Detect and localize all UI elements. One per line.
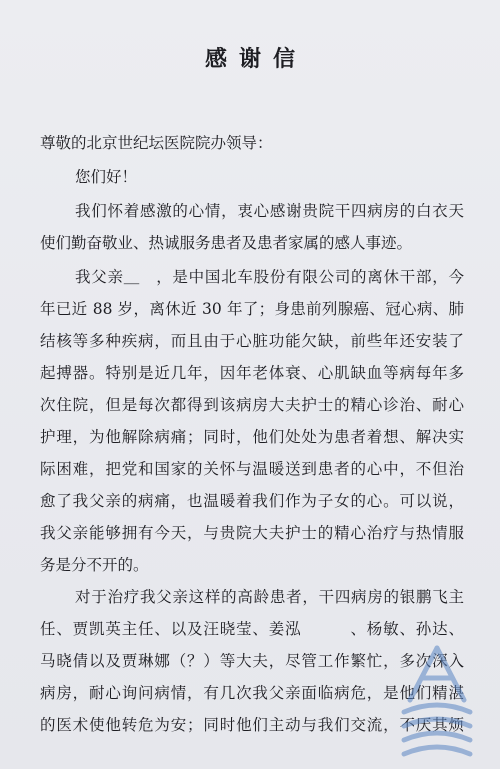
paragraph-3-line-4: 病房，耐心询问病情，有几次我父亲面临病危，是他们精湛 [40, 684, 464, 702]
paragraph-2-line-1: 我父亲＿ ，是中国北车股份有限公司的离休干部，今 [75, 268, 464, 286]
paragraph-2-line-10: 务是分不开的。 [40, 556, 149, 574]
paragraph-2-line-7: 际困难，把党和国家的关怀与温暖送到患者的心中，不但治 [40, 460, 464, 478]
hospital-logo-watermark-icon [392, 640, 482, 760]
paragraph-1-line-1: 我们怀着感激的心情，衷心感谢贵院干四病房的白衣天 [75, 202, 464, 220]
paragraph-1-line-2: 使们勤奋敬业、热诚服务患者及患者家属的感人事迹。 [40, 234, 413, 252]
paragraph-2-line-8: 愈了我父亲的病痛，也温暖着我们作为子女的心。可以说， [40, 492, 464, 510]
paragraph-3-line-5: 的医术使他转危为安；同时他们主动与我们交流，不厌其烦 [40, 716, 464, 734]
paragraph-2-line-4: 起搏器。特别是近几年，因年老体衰、心肌缺血等病每年多 [40, 364, 464, 382]
paragraph-3-line-2: 任、贾凯英主任、以及汪晓莹、姜泓 、杨敏、孙达、 [40, 620, 464, 638]
salutation: 尊敬的北京世纪坛医院院办领导： [40, 134, 273, 152]
paragraph-3-line-3: 马晓倩以及贾琳娜（？）等大夫，尽管工作繁忙，多次深入 [40, 652, 464, 670]
paragraph-2-line-5: 次住院，但是每次都得到该病房大夫护士的精心诊治、耐心 [40, 396, 464, 414]
paragraph-2-line-9: 我父亲能够拥有今天，与贵院大夫护士的精心治疗与热情服 [40, 524, 464, 542]
greeting: 您们好！ [75, 168, 138, 186]
letter-title: 感谢信 [204, 46, 307, 72]
paragraph-3-line-1: 对于治疗我父亲这样的高龄患者，干四病房的银鹏飞主 [75, 588, 464, 606]
paragraph-2-line-3: 结核等多种疾病，而且由于心脏功能欠缺，前些年还安装了 [40, 332, 464, 350]
paragraph-2-line-6: 护理，为他解除病痛；同时，他们处处为患者着想、解决实 [40, 428, 464, 446]
paragraph-2-line-2: 年已近 88 岁，离休近 30 年了；身患前列腺癌、冠心病、肺 [40, 300, 464, 318]
